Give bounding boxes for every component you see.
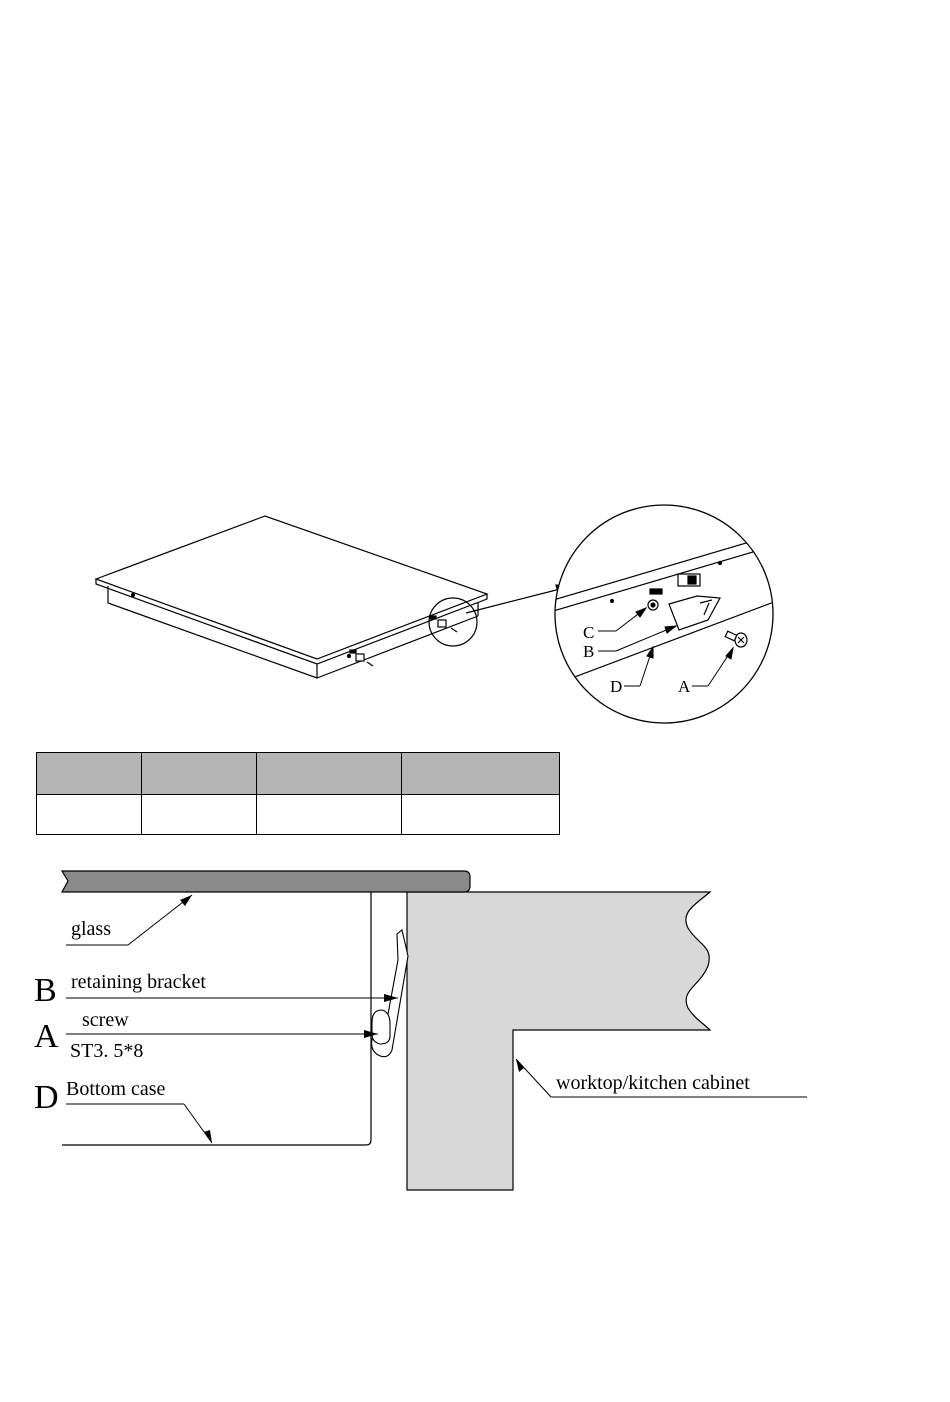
worktop-shape <box>407 892 710 1190</box>
screw-letter: A <box>34 1018 59 1055</box>
magnified-detail <box>540 505 790 723</box>
table-cell <box>402 795 560 835</box>
glass-label: glass <box>71 918 111 940</box>
label-c: C <box>583 623 595 642</box>
table-row <box>37 795 560 835</box>
label-a: A <box>678 677 691 696</box>
detail-circle <box>555 505 773 723</box>
table-cell <box>257 795 402 835</box>
screw-head <box>372 1010 390 1044</box>
bottom-letter: D <box>34 1079 59 1116</box>
table-header-cell <box>142 753 257 795</box>
table-header-row <box>37 753 560 795</box>
bracket-label: retaining bracket <box>71 971 206 993</box>
worktop-label: worktop/kitchen cabinet <box>556 1072 750 1094</box>
label-b: B <box>583 642 595 661</box>
hob-isometric-view <box>96 516 572 678</box>
glass-plate <box>62 871 470 892</box>
label-d: D <box>610 677 623 696</box>
screw-spec: ST3. 5*8 <box>70 1040 144 1062</box>
table-header-cell <box>37 753 142 795</box>
table-header-cell <box>257 753 402 795</box>
cross-section-diagram <box>34 871 807 1190</box>
table-cell <box>142 795 257 835</box>
table-cell <box>37 795 142 835</box>
data-table <box>36 752 560 835</box>
table-header-cell <box>402 753 560 795</box>
screw-label: screw <box>82 1009 129 1031</box>
bottom-label: Bottom case <box>66 1078 166 1100</box>
bracket-letter: B <box>34 972 57 1009</box>
